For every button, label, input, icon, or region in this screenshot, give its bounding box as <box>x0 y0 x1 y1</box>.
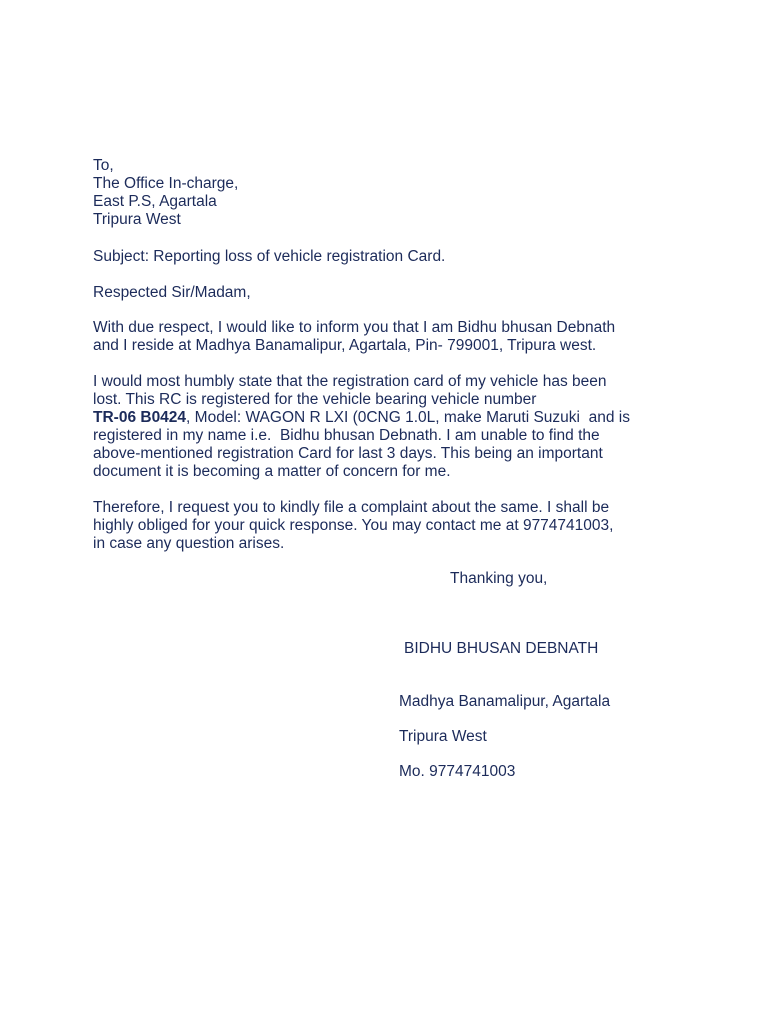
paragraph-line: and I reside at Madhya Banamalipur, Agartala, Pin- 799001, Tripura west. <box>93 337 597 354</box>
address-line: East P.S, Agartala <box>93 193 217 210</box>
paragraph-line: I would most humbly state that the registration card of my vehicle has been <box>93 373 607 390</box>
paragraph-line: lost. This RC is registered for the vehicle bearing vehicle number <box>93 391 537 408</box>
subject-line <box>93 248 445 266</box>
paragraph-line: highly obliged for your quick response. You may contact me at 9774741003, <box>93 517 614 534</box>
address-line: To, <box>93 157 114 174</box>
salutation-text: Respected Sir/Madam, <box>93 284 251 301</box>
salutation <box>93 284 251 302</box>
closing-text: Thanking you, <box>450 570 548 587</box>
paragraph-line <box>93 409 630 427</box>
signature-state: Tripura West <box>399 728 487 745</box>
paragraph-line: Therefore, I request you to kindly file a complaint about the same. I shall be <box>93 499 610 516</box>
vehicle-model-text: , Model: WAGON R LXI (0CNG 1.0L, make Maruti Suzuki and is <box>186 409 630 426</box>
paragraph-request <box>93 499 613 553</box>
signature-name: BIDHU BHUSAN DEBNATH <box>404 640 599 657</box>
address-line: The Office In-charge, <box>93 175 239 192</box>
paragraph-line: document it is becoming a matter of concern for me. <box>93 463 451 480</box>
vehicle-number: TR-06 B0424 <box>93 409 187 426</box>
paragraph-line: above-mentioned registration Card for last 3 days. This being an important <box>93 445 603 462</box>
address-line: Tripura West <box>93 211 181 228</box>
signature-mobile: Mo. 9774741003 <box>399 763 516 780</box>
recipient-address <box>93 157 238 229</box>
paragraph-details <box>93 373 630 481</box>
paragraph-intro <box>93 319 615 355</box>
paragraph-line: in case any question arises. <box>93 535 285 552</box>
paragraph-line: registered in my name i.e. Bidhu bhusan Debnath. I am unable to find the <box>93 427 600 444</box>
signature-address: Madhya Banamalipur, Agartala <box>399 693 611 710</box>
subject-text: Subject: Reporting loss of vehicle registration Card. <box>93 248 446 265</box>
paragraph-line: With due respect, I would like to inform you that I am Bidhu bhusan Debnath <box>93 319 616 336</box>
